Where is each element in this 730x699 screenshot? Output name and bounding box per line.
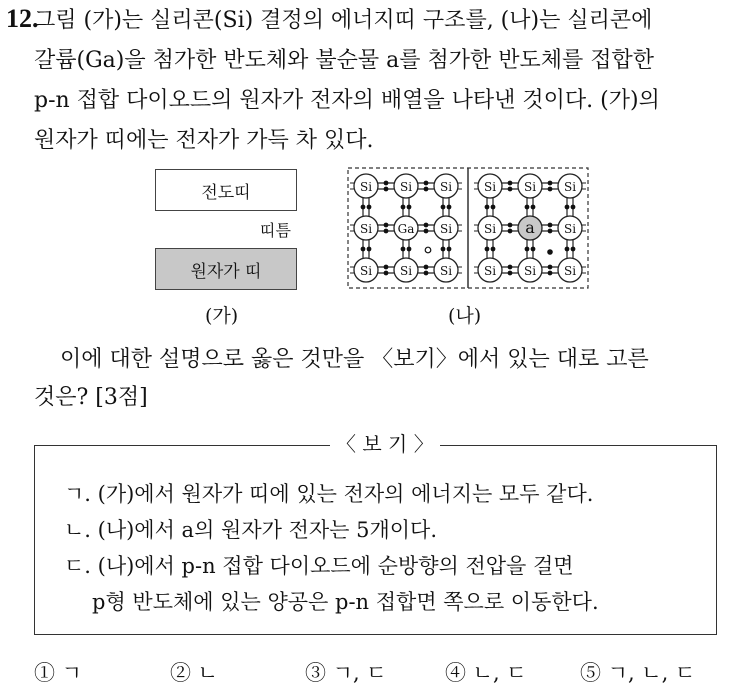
choice-4[interactable]: ④ ㄴ, ㄷ	[445, 661, 527, 685]
electron-dot	[571, 205, 576, 210]
electron-dot	[565, 247, 570, 252]
question-line-1: 그림 (가)는 실리콘(Si) 결정의 에너지띠 구조를, (나)는 실리콘에	[34, 8, 653, 33]
atom-label: Ga	[397, 222, 415, 236]
electron-dot	[361, 247, 366, 252]
prompt-line-1: 이에 대한 설명으로 옳은 것만을 〈보기〉에서 있는 대로 고른	[60, 347, 649, 372]
electron-dot	[548, 265, 553, 270]
bogi-item-2: ㄴ. (나)에서 a의 원자가 전자는 5개이다.	[64, 518, 437, 542]
electron-dot	[424, 223, 429, 228]
question-line-4: 원자가 띠에는 전자가 가득 차 있다.	[34, 128, 374, 153]
electron-dot	[424, 271, 429, 276]
atom-label: Si	[563, 180, 577, 194]
electron-dot	[384, 187, 389, 192]
choice-2[interactable]: ② ㄴ	[170, 661, 218, 685]
question-line-2: 갈륨(Ga)을 첨가한 반도체와 불순물 a를 첨가한 반도체를 접합한	[34, 48, 654, 73]
electron-dot	[491, 205, 496, 210]
electron-dot	[424, 229, 429, 234]
electron-dot	[508, 271, 513, 276]
electron-dot	[508, 223, 513, 228]
electron-dot	[548, 187, 553, 192]
electron-dot	[548, 223, 553, 228]
electron-dot	[485, 205, 490, 210]
electron-dot	[548, 181, 553, 186]
electron-dot	[441, 205, 446, 210]
electron-dot	[407, 247, 412, 252]
choice-3[interactable]: ③ ㄱ, ㄷ	[305, 661, 387, 685]
electron-dot	[548, 271, 553, 276]
atom-label: a	[525, 218, 535, 237]
atom-label: Si	[439, 222, 453, 236]
atom-label: Si	[483, 264, 497, 278]
electron-dot	[508, 229, 513, 234]
electron-dot	[401, 247, 406, 252]
electron-dot	[525, 247, 530, 252]
electron-dot	[508, 265, 513, 270]
electron-dot	[565, 205, 570, 210]
electron-dot	[447, 247, 452, 252]
bogi-item-3-cont: p형 반도체에 있는 양공은 p-n 접합면 쪽으로 이동한다.	[92, 590, 599, 614]
electron-dot	[491, 247, 496, 252]
conduction-band: 전도띠	[155, 169, 297, 211]
electron-dot	[424, 265, 429, 270]
atom-label: Si	[523, 180, 537, 194]
atom-label: Si	[483, 222, 497, 236]
extra-electron-marker	[547, 249, 553, 255]
electron-dot	[384, 223, 389, 228]
electron-dot	[384, 181, 389, 186]
electron-dot	[424, 187, 429, 192]
atom-label: Si	[399, 264, 413, 278]
band-gap-label: 띠틈	[260, 221, 291, 240]
electron-dot	[508, 187, 513, 192]
electron-dot	[441, 247, 446, 252]
atom-label: Si	[523, 264, 537, 278]
choice-1[interactable]: ① ㄱ	[34, 661, 82, 685]
bogi-item-1: ㄱ. (가)에서 원자가 띠에 있는 전자의 에너지는 모두 같다.	[64, 482, 594, 506]
electron-dot	[531, 247, 536, 252]
valence-band: 원자가 띠	[155, 248, 297, 290]
electron-dot	[548, 229, 553, 234]
electron-dot	[571, 247, 576, 252]
electron-dot	[384, 271, 389, 276]
prompt-line-2: 것은? [3점]	[34, 385, 148, 410]
electron-dot	[384, 265, 389, 270]
atom-label: Si	[439, 264, 453, 278]
figure-b-label: (나)	[448, 305, 482, 327]
electron-dot	[525, 205, 530, 210]
electron-dot	[407, 205, 412, 210]
electron-dot	[367, 247, 372, 252]
electron-dot	[485, 247, 490, 252]
atom-label: Si	[439, 180, 453, 194]
electron-dot	[384, 229, 389, 234]
electron-dot	[367, 205, 372, 210]
figure-a-label: (가)	[205, 305, 239, 327]
bogi-title: 〈 보 기 〉	[330, 428, 440, 457]
atom-label: Si	[399, 180, 413, 194]
atom-label: Si	[563, 222, 577, 236]
bogi-item-3: ㄷ. (나)에서 p-n 접합 다이오드에 순방향의 전압을 걸면	[64, 554, 574, 578]
electron-dot	[508, 181, 513, 186]
choice-5[interactable]: ⑤ ㄱ, ㄴ, ㄷ	[580, 661, 696, 685]
electron-dot	[401, 205, 406, 210]
question-number: 12.	[6, 4, 39, 33]
atom-label: Si	[359, 264, 373, 278]
atom-label: Si	[483, 180, 497, 194]
atom-label: Si	[359, 180, 373, 194]
atom-label: Si	[359, 222, 373, 236]
electron-dot	[361, 205, 366, 210]
question-line-3: p-n 접합 다이오드의 원자가 전자의 배열을 나타낸 것이다. (가)의	[34, 88, 660, 113]
pn-junction-lattice	[344, 164, 592, 292]
hole-marker	[425, 247, 431, 253]
electron-dot	[447, 205, 452, 210]
electron-dot	[531, 205, 536, 210]
electron-dot	[424, 181, 429, 186]
atom-label: Si	[563, 264, 577, 278]
